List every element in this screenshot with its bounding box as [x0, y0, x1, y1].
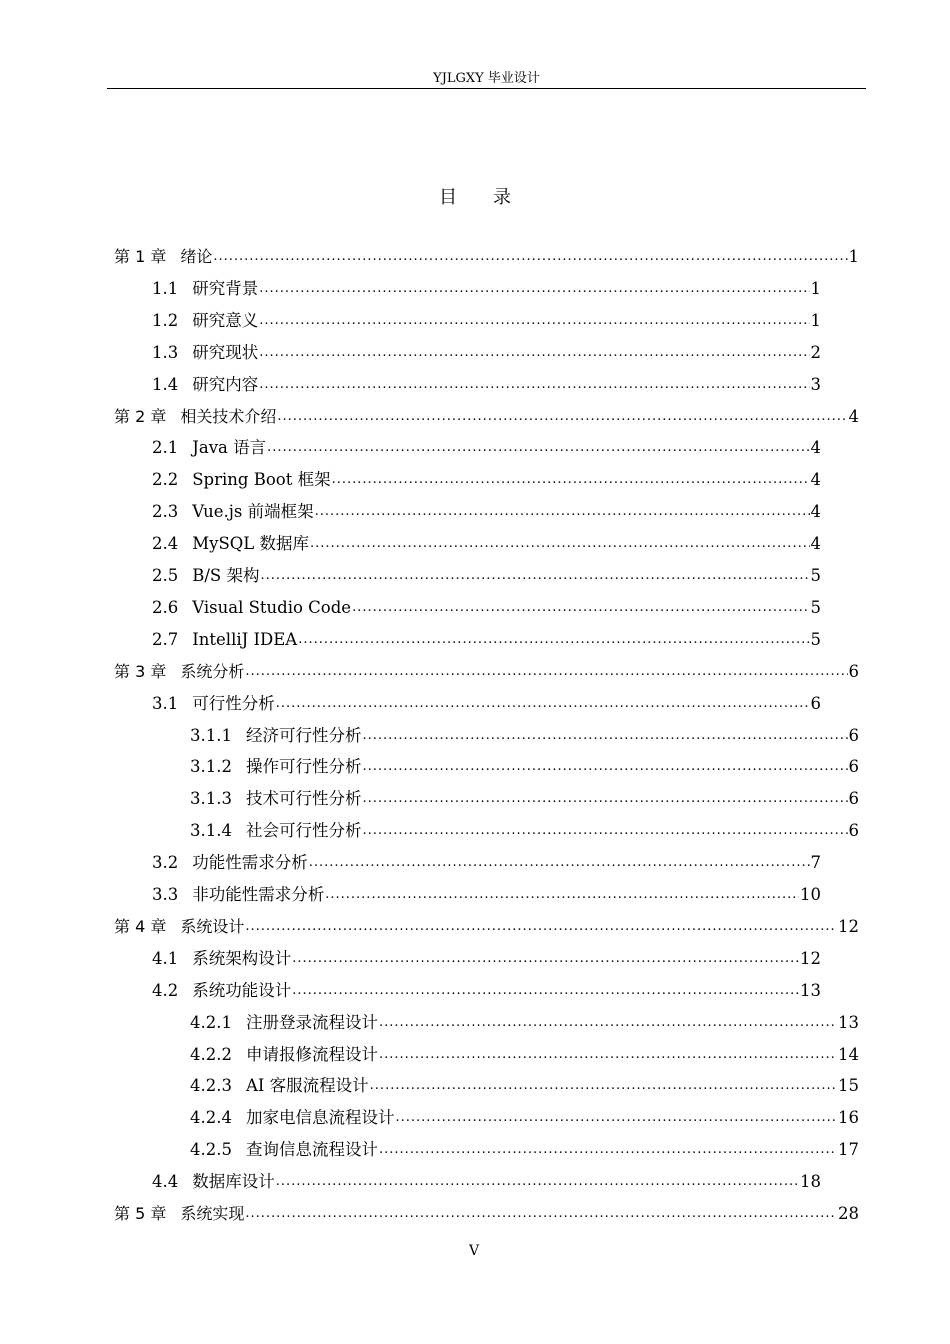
toc-entry-title: AI 客服流程设计 — [245, 1076, 369, 1096]
toc-dot-leader — [245, 656, 847, 688]
toc-entry-title: 非功能性需求分析 — [192, 885, 325, 904]
toc-entry-page: 16 — [838, 1108, 859, 1128]
toc-dot-leader — [362, 751, 847, 783]
toc-dot-leader — [352, 592, 809, 624]
toc-entry-title: 经济可行性分析 — [245, 725, 362, 745]
toc-entry-title: 技术可行性分析 — [245, 789, 362, 809]
toc-entry-section[interactable] — [152, 496, 821, 528]
toc-entry-number: 2.5 — [152, 566, 179, 585]
toc-entry-page: 1 — [848, 247, 859, 266]
toc-entry-page: 18 — [800, 1172, 821, 1192]
toc-entry-number: 4.2.1 — [190, 1012, 232, 1032]
toc-entry-page: 7 — [810, 853, 821, 873]
toc-entry-title: 研究内容 — [192, 374, 259, 394]
toc-entry-section[interactable] — [152, 560, 821, 592]
header-text: YJLGXY 毕业设计 — [433, 71, 540, 86]
toc-entry-number: 2.6 — [152, 597, 179, 617]
toc-entry-number: 3.1.4 — [190, 821, 232, 841]
toc-entry-number: 3.1.2 — [190, 757, 232, 777]
toc-entry-title: IntelliJ IDEA — [192, 629, 298, 649]
toc-dot-leader — [315, 496, 810, 528]
toc-dot-leader — [260, 560, 809, 592]
toc-entry-number: 1.4 — [152, 374, 179, 394]
toc-entry-title: 注册登录流程设计 — [245, 1012, 378, 1032]
toc-entry-section[interactable] — [152, 624, 821, 656]
toc-entry-subsection[interactable] — [190, 1007, 859, 1039]
toc-entry-title: 查询信息流程设计 — [245, 1140, 378, 1160]
toc-dot-leader — [259, 273, 809, 305]
toc-entry-page: 4 — [810, 534, 821, 554]
toc-entry-title: Vue.js 前端框架 — [192, 502, 314, 522]
toc-dot-leader — [395, 1102, 837, 1134]
toc-entry-number: 4.2 — [152, 980, 179, 1000]
toc-entry-number: 第 4 章 — [114, 916, 167, 936]
toc-entry-title: 系统架构设计 — [192, 948, 292, 968]
toc-entry-title: Visual Studio Code — [192, 597, 352, 617]
toc-dot-leader — [245, 1198, 837, 1230]
toc-entry-number: 2.4 — [152, 534, 179, 554]
toc-entry-page: 15 — [838, 1076, 859, 1096]
toc-dot-leader — [362, 815, 847, 847]
toc-dot-leader — [332, 464, 810, 496]
toc-entry-section[interactable] — [152, 975, 821, 1007]
toc-dot-leader — [362, 783, 847, 815]
toc-dot-leader — [292, 943, 799, 975]
toc-entry-number: 3.1.1 — [190, 725, 232, 745]
toc-entry-page: 5 — [810, 597, 821, 617]
toc-entry-chapter[interactable] — [114, 911, 859, 943]
toc-entry-page: 6 — [848, 661, 859, 681]
toc-dot-leader — [379, 1134, 837, 1166]
toc-entry-section[interactable] — [152, 688, 821, 720]
toc-entry-subsection[interactable] — [190, 1134, 859, 1166]
toc-dot-leader — [370, 1070, 837, 1102]
toc-entry-number: 3.1 — [152, 693, 179, 713]
toc-entry-chapter[interactable] — [114, 401, 859, 433]
toc-dot-leader — [213, 241, 847, 273]
toc-entry-title: 系统分析 — [180, 661, 245, 681]
toc-entry-section[interactable] — [152, 1166, 821, 1198]
toc-entry-number: 3.2 — [152, 853, 179, 873]
toc-entry-page: 6 — [848, 821, 859, 841]
toc-entry-page: 14 — [838, 1044, 859, 1064]
toc-entry-page: 4 — [848, 406, 859, 426]
toc-entry-subsection[interactable] — [190, 783, 859, 815]
toc-entry-page: 6 — [848, 757, 859, 777]
toc-entry-page: 1 — [810, 278, 821, 298]
toc-entry-section[interactable] — [152, 305, 821, 337]
toc-entry-page: 13 — [800, 980, 821, 1000]
toc-entry-section[interactable] — [152, 464, 821, 496]
toc-entry-subsection[interactable] — [190, 1070, 859, 1102]
toc-entry-title: Spring Boot 框架 — [192, 470, 331, 490]
toc-entry-page: 4 — [810, 470, 821, 490]
toc-dot-leader — [298, 624, 809, 656]
toc-entry-number: 2.7 — [152, 629, 179, 649]
toc-entry-page: 2 — [810, 342, 821, 362]
toc-entry-number: 2.1 — [152, 438, 179, 458]
toc-dot-leader — [259, 305, 809, 337]
toc-entry-page: 3 — [810, 374, 821, 394]
toc-entry-page: 5 — [810, 629, 821, 649]
toc-entry-title: 加家电信息流程设计 — [245, 1108, 395, 1128]
toc-entry-number: 第 5 章 — [114, 1204, 167, 1223]
toc-dot-leader — [379, 1039, 837, 1071]
toc-entry-number: 4.2.4 — [190, 1108, 232, 1128]
toc-entry-section[interactable] — [152, 879, 821, 911]
toc-entry-title: Java 语言 — [192, 438, 267, 458]
toc-entry-title: 研究背景 — [192, 278, 259, 298]
toc-dot-leader — [379, 1007, 837, 1039]
toc-entry-section[interactable] — [152, 369, 821, 401]
toc-entry-number: 4.1 — [152, 948, 179, 968]
toc-entry-title: MySQL 数据库 — [192, 534, 309, 554]
toc-entry-chapter[interactable] — [114, 1198, 859, 1230]
toc-entry-page: 1 — [810, 310, 821, 330]
toc-entry-page: 12 — [838, 916, 859, 936]
toc-entry-page: 10 — [800, 885, 821, 904]
toc-entry-title: 功能性需求分析 — [192, 853, 308, 873]
toc-dot-leader — [292, 975, 799, 1007]
toc-entry-number: 1.3 — [152, 342, 179, 362]
toc-entry-title: 相关技术介绍 — [180, 406, 277, 426]
toc-entry-page: 28 — [838, 1204, 859, 1223]
toc-entry-title: 操作可行性分析 — [245, 757, 362, 777]
toc-entry-page: 4 — [810, 438, 821, 458]
toc-entry-number: 1.2 — [152, 310, 179, 330]
toc-entry-section[interactable] — [152, 528, 821, 560]
toc-entry-title: 数据库设计 — [192, 1172, 275, 1192]
toc-entry-section[interactable] — [152, 337, 821, 369]
toc-entry-subsection[interactable] — [190, 1039, 859, 1071]
toc-entry-number: 4.2.5 — [190, 1140, 232, 1160]
toc-entry-number: 第 1 章 — [114, 247, 167, 266]
toc-entry-subsection[interactable] — [190, 720, 859, 752]
toc-entry-subsection[interactable] — [190, 1102, 859, 1134]
toc-entry-title: 研究现状 — [192, 342, 259, 362]
toc-dot-leader — [362, 720, 847, 752]
toc-entry-page: 17 — [838, 1140, 859, 1160]
toc-entry-page: 12 — [800, 948, 821, 968]
toc-entry-page: 6 — [848, 789, 859, 809]
toc-dot-leader — [245, 911, 837, 943]
toc-entry-subsection[interactable] — [190, 815, 859, 847]
toc-dot-leader — [276, 688, 810, 720]
toc-entry-number: 4.2.2 — [190, 1044, 232, 1064]
toc-entry-title: 研究意义 — [192, 310, 259, 330]
toc-entry-title: 系统设计 — [180, 916, 245, 936]
toc-entry-number: 1.1 — [152, 278, 179, 298]
toc-entry-page: 6 — [810, 693, 821, 713]
toc-entry-section[interactable] — [152, 592, 821, 624]
toc-entry-number: 第 2 章 — [114, 406, 167, 426]
toc-dot-leader — [277, 401, 847, 433]
toc-entry-number: 2.3 — [152, 502, 179, 522]
page-header — [107, 70, 866, 89]
toc-entry-section[interactable] — [152, 432, 821, 464]
toc-entry-page: 13 — [838, 1012, 859, 1032]
toc-entry-number: 3.1.3 — [190, 789, 232, 809]
toc-entry-number: 4.4 — [152, 1172, 179, 1192]
toc-entry-title: 社会可行性分析 — [245, 821, 362, 841]
toc-entry-chapter[interactable] — [114, 656, 859, 688]
toc-entry-page: 4 — [810, 502, 821, 522]
toc-entry-title: 可行性分析 — [192, 693, 275, 713]
toc-entry-chapter[interactable] — [114, 241, 859, 273]
toc-entry-number: 第 3 章 — [114, 661, 167, 681]
toc-entry-section[interactable] — [152, 273, 821, 305]
toc-title: 目录 — [439, 187, 547, 208]
page-number: V — [468, 1243, 482, 1259]
toc-entry-subsection[interactable] — [190, 751, 859, 783]
toc-entry-title: B/S 架构 — [192, 566, 260, 585]
toc-entry-title: 绪论 — [180, 247, 213, 266]
toc-entry-section[interactable] — [152, 847, 821, 879]
toc-dot-leader — [309, 847, 810, 879]
toc-entry-title: 系统实现 — [180, 1204, 245, 1223]
toc-dot-leader — [310, 528, 810, 560]
toc-entry-page: 5 — [810, 566, 821, 585]
toc-entry-section[interactable] — [152, 943, 821, 975]
toc-entry-title: 申请报修流程设计 — [245, 1044, 378, 1064]
toc-entry-number: 3.3 — [152, 885, 179, 904]
toc-dot-leader — [259, 369, 809, 401]
toc-entry-number: 2.2 — [152, 470, 179, 490]
toc-dot-leader — [267, 432, 809, 464]
toc-dot-leader — [276, 1166, 799, 1198]
toc-entry-page: 6 — [848, 725, 859, 745]
toc-dot-leader — [325, 879, 799, 911]
toc-entry-number: 4.2.3 — [190, 1076, 232, 1096]
toc-entry-title: 系统功能设计 — [192, 980, 292, 1000]
toc-dot-leader — [259, 337, 809, 369]
